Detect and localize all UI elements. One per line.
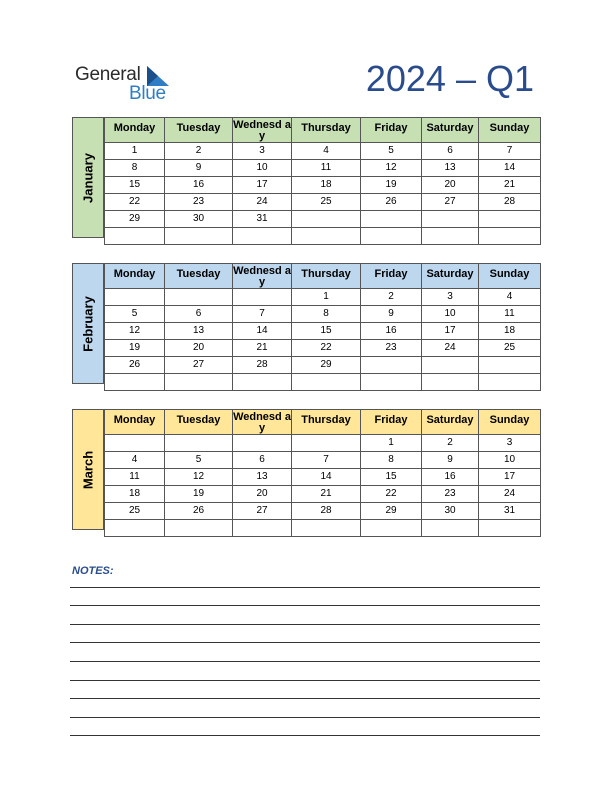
weekday-header-row	[105, 118, 541, 143]
day-cell: 29	[105, 211, 165, 228]
weekday-header: Wednesd ay	[233, 265, 291, 288]
day-cell: 13	[233, 469, 292, 486]
week-row	[105, 143, 541, 160]
day-cell: 12	[105, 323, 165, 340]
day-cell: 17	[422, 323, 479, 340]
day-cell	[292, 211, 361, 228]
day-cell	[292, 228, 361, 245]
weekday-header: Sunday	[479, 410, 541, 435]
day-cell: 6	[233, 452, 292, 469]
day-cell: 22	[361, 486, 422, 503]
day-cell: 10	[479, 452, 541, 469]
weekday-header-row	[105, 410, 541, 435]
day-cell: 1	[105, 143, 165, 160]
week-row	[105, 340, 541, 357]
day-cell: 5	[361, 143, 422, 160]
month-name: February	[80, 295, 96, 352]
week-row	[105, 194, 541, 211]
day-cell: 30	[422, 503, 479, 520]
day-cell: 19	[165, 486, 233, 503]
day-cell: 24	[422, 340, 479, 357]
day-cell	[422, 228, 479, 245]
day-cell: 6	[422, 143, 479, 160]
day-cell	[361, 374, 422, 391]
day-cell: 28	[479, 194, 541, 211]
month-label-box	[72, 409, 104, 530]
month-label-box	[72, 117, 104, 238]
day-cell: 22	[292, 340, 361, 357]
weekday-header: Saturday	[422, 118, 479, 143]
day-cell: 20	[165, 340, 233, 357]
day-cell: 20	[422, 177, 479, 194]
day-cell: 21	[233, 340, 292, 357]
day-cell: 16	[165, 177, 233, 194]
day-cell	[292, 435, 361, 452]
weekday-header-row	[105, 264, 541, 289]
day-cell: 20	[233, 486, 292, 503]
day-cell: 3	[479, 435, 541, 452]
day-cell: 16	[422, 469, 479, 486]
day-cell: 28	[233, 357, 292, 374]
day-cell	[105, 520, 165, 537]
day-cell	[165, 520, 233, 537]
day-cell: 9	[361, 306, 422, 323]
note-line[interactable]	[70, 624, 540, 625]
weekday-header: Monday	[105, 410, 165, 435]
day-cell: 31	[233, 211, 292, 228]
day-cell	[292, 374, 361, 391]
notes-label: NOTES:	[72, 565, 114, 577]
weekday-header: Saturday	[422, 410, 479, 435]
month-label-box	[72, 263, 104, 384]
week-row	[105, 160, 541, 177]
day-cell: 24	[479, 486, 541, 503]
day-cell: 26	[165, 503, 233, 520]
month-name: March	[80, 450, 96, 489]
day-cell: 12	[165, 469, 233, 486]
note-line[interactable]	[70, 717, 540, 718]
day-cell: 5	[165, 452, 233, 469]
day-cell: 29	[292, 357, 361, 374]
logo-text-general: General	[75, 64, 141, 85]
note-line[interactable]	[70, 735, 540, 736]
weekday-header: Sunday	[479, 264, 541, 289]
weekday-header: Sunday	[479, 118, 541, 143]
day-cell: 1	[361, 435, 422, 452]
weekday-header: Thursday	[292, 264, 361, 289]
day-cell: 13	[165, 323, 233, 340]
day-cell: 11	[292, 160, 361, 177]
day-cell: 6	[165, 306, 233, 323]
day-cell	[105, 435, 165, 452]
month-name: January	[80, 152, 96, 203]
day-cell	[165, 374, 233, 391]
day-cell	[105, 228, 165, 245]
day-cell: 3	[233, 143, 292, 160]
day-cell: 7	[292, 452, 361, 469]
day-cell: 27	[165, 357, 233, 374]
day-cell	[233, 228, 292, 245]
day-cell	[479, 211, 541, 228]
day-cell: 10	[422, 306, 479, 323]
week-row	[105, 357, 541, 374]
day-cell	[233, 289, 292, 306]
month-grid	[104, 263, 541, 391]
day-cell	[361, 520, 422, 537]
weekday-header: Monday	[105, 264, 165, 289]
day-cell: 14	[479, 160, 541, 177]
day-cell	[165, 435, 233, 452]
day-cell	[422, 374, 479, 391]
note-line[interactable]	[70, 642, 540, 643]
day-cell: 4	[105, 452, 165, 469]
day-cell: 19	[361, 177, 422, 194]
day-cell	[479, 228, 541, 245]
day-cell: 21	[292, 486, 361, 503]
day-cell: 27	[233, 503, 292, 520]
day-cell: 25	[292, 194, 361, 211]
day-cell: 22	[105, 194, 165, 211]
week-row	[105, 211, 541, 228]
logo-text-blue: Blue	[129, 83, 166, 104]
day-cell: 26	[105, 357, 165, 374]
week-row	[105, 469, 541, 486]
note-line[interactable]	[70, 661, 540, 662]
day-cell: 18	[105, 486, 165, 503]
month-grid	[104, 409, 541, 537]
day-cell	[233, 520, 292, 537]
day-cell: 2	[165, 143, 233, 160]
day-cell: 24	[233, 194, 292, 211]
day-cell: 8	[292, 306, 361, 323]
day-cell	[233, 374, 292, 391]
week-row	[105, 289, 541, 306]
note-line[interactable]	[70, 698, 540, 699]
weekday-header: Tuesday	[165, 118, 233, 143]
day-cell: 16	[361, 323, 422, 340]
page-title: 2024 – Q1	[365, 58, 534, 99]
day-cell	[165, 289, 233, 306]
day-cell: 18	[292, 177, 361, 194]
day-cell: 2	[422, 435, 479, 452]
week-row	[105, 452, 541, 469]
day-cell: 15	[292, 323, 361, 340]
note-line[interactable]	[70, 587, 540, 588]
day-cell: 8	[105, 160, 165, 177]
day-cell: 14	[292, 469, 361, 486]
weekday-header: Wednesd ay	[233, 411, 291, 434]
day-cell: 7	[479, 143, 541, 160]
day-cell: 9	[165, 160, 233, 177]
week-row	[105, 306, 541, 323]
weekday-header: Monday	[105, 118, 165, 143]
day-cell: 19	[105, 340, 165, 357]
weekday-header: Friday	[361, 264, 422, 289]
day-cell: 5	[105, 306, 165, 323]
day-cell: 18	[479, 323, 541, 340]
day-cell: 23	[422, 486, 479, 503]
day-cell: 27	[422, 194, 479, 211]
weekday-header: Friday	[361, 410, 422, 435]
day-cell: 7	[233, 306, 292, 323]
day-cell: 26	[361, 194, 422, 211]
weekday-header: Saturday	[422, 264, 479, 289]
day-cell: 29	[361, 503, 422, 520]
week-row	[105, 435, 541, 452]
day-cell: 2	[361, 289, 422, 306]
day-cell	[105, 374, 165, 391]
day-cell	[422, 357, 479, 374]
week-row	[105, 177, 541, 194]
weekday-header: Thursday	[292, 410, 361, 435]
day-cell	[361, 211, 422, 228]
day-cell	[479, 374, 541, 391]
day-cell: 4	[479, 289, 541, 306]
day-cell: 31	[479, 503, 541, 520]
weekday-header: Thursday	[292, 118, 361, 143]
day-cell: 10	[233, 160, 292, 177]
day-cell	[422, 520, 479, 537]
day-cell: 3	[422, 289, 479, 306]
day-cell	[422, 211, 479, 228]
day-cell: 15	[361, 469, 422, 486]
day-cell	[105, 289, 165, 306]
day-cell: 23	[361, 340, 422, 357]
day-cell	[233, 435, 292, 452]
weekday-header: Friday	[361, 118, 422, 143]
day-cell: 17	[479, 469, 541, 486]
day-cell: 25	[479, 340, 541, 357]
day-cell	[361, 357, 422, 374]
day-cell: 30	[165, 211, 233, 228]
day-cell	[361, 228, 422, 245]
note-line[interactable]	[70, 680, 540, 681]
day-cell: 21	[479, 177, 541, 194]
day-cell: 12	[361, 160, 422, 177]
week-row	[105, 323, 541, 340]
logo	[75, 64, 185, 104]
day-cell: 1	[292, 289, 361, 306]
note-line[interactable]	[70, 605, 540, 606]
day-cell: 8	[361, 452, 422, 469]
weekday-header: Tuesday	[165, 410, 233, 435]
week-row	[105, 503, 541, 520]
week-row	[105, 520, 541, 537]
day-cell	[479, 357, 541, 374]
week-row	[105, 228, 541, 245]
day-cell: 13	[422, 160, 479, 177]
day-cell: 14	[233, 323, 292, 340]
weekday-header: Wednesd ay	[233, 119, 291, 142]
day-cell: 11	[479, 306, 541, 323]
day-cell	[479, 520, 541, 537]
weekday-header: Tuesday	[165, 264, 233, 289]
day-cell: 23	[165, 194, 233, 211]
day-cell: 17	[233, 177, 292, 194]
day-cell: 9	[422, 452, 479, 469]
day-cell: 4	[292, 143, 361, 160]
day-cell	[165, 228, 233, 245]
day-cell: 25	[105, 503, 165, 520]
month-grid	[104, 117, 541, 245]
week-row	[105, 374, 541, 391]
week-row	[105, 486, 541, 503]
day-cell: 11	[105, 469, 165, 486]
day-cell: 15	[105, 177, 165, 194]
day-cell	[292, 520, 361, 537]
day-cell: 28	[292, 503, 361, 520]
